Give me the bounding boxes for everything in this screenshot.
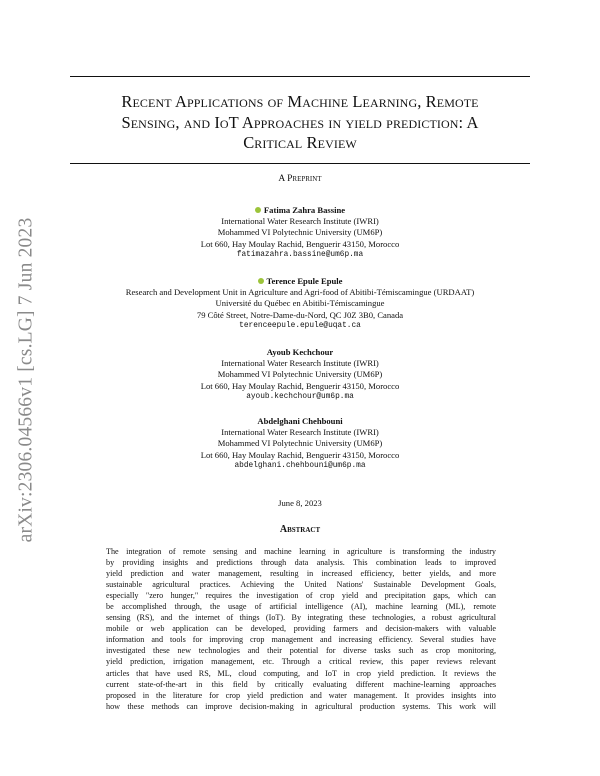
author-name: Terence Epule Epule bbox=[266, 276, 343, 286]
affiliation-line: Lot 660, Hay Moulay Rachid, Benguerir 43150, Morocco bbox=[200, 238, 400, 249]
arxiv-identifier bbox=[8, 215, 44, 545]
abstract-line: information and tools for improving crop management and increasing efficiency. Several studies have bbox=[106, 635, 496, 645]
affiliation-line: International Water Research Institute (IWRI) bbox=[221, 216, 379, 227]
affiliation-line: Université du Québec en Abitibi-Témiscamingue bbox=[215, 298, 385, 309]
affiliation-line: Lot 660, Hay Moulay Rachid, Benguerir 43150, Morocco bbox=[200, 380, 400, 391]
author-name: Fatima Zahra Bassine bbox=[263, 205, 346, 215]
abstract-line: current state-of-the-art in this field by critically evaluating different machine-learning approaches bbox=[106, 679, 496, 689]
abstract-line: investigated these new technologies and their potential for diverse tasks such as crop monitoring, bbox=[106, 646, 496, 656]
abstract-line: especially "zero hunger," requires the investigation of crop yield and precipitation gaps, which can bbox=[106, 591, 496, 601]
author-name: Ayoub Kechchour bbox=[266, 347, 334, 357]
orcid-icon[interactable] bbox=[258, 278, 264, 284]
affiliation-line: International Water Research Institute (IWRI) bbox=[221, 427, 379, 438]
author-email[interactable]: abdelghani.chehbouni@um6p.ma bbox=[234, 461, 366, 470]
title-line: Recent Applications of Machine Learning, Remote bbox=[121, 92, 479, 111]
affiliation-line: Lot 660, Hay Moulay Rachid, Benguerir 43150, Morocco bbox=[200, 449, 400, 460]
affiliation-line: International Water Research Institute (IWRI) bbox=[221, 358, 379, 369]
author-email[interactable]: terenceepule.epule@uqat.ca bbox=[239, 321, 361, 330]
abstract-line: sustainable agricultural practices. Achieving the United Nations' Sustainable Development Goals, bbox=[106, 580, 496, 590]
preprint-label: A Preprint bbox=[278, 174, 322, 184]
abstract-line: by providing insights and predictions through data analysis. This combination leads to improved bbox=[106, 558, 496, 568]
affiliation-line: Mohammed VI Polytechnic University (UM6P) bbox=[217, 369, 383, 380]
author-block bbox=[70, 416, 530, 472]
paper-title bbox=[70, 92, 530, 154]
affiliation-line: 79 Côté Street, Notre-Dame-du-Nord, QC J0Z 3B0, Canada bbox=[196, 309, 404, 320]
abstract-line: mobile or web application can be developed, providing farmers and decision-makers with valuable bbox=[106, 624, 496, 634]
abstract-line: how these methods can improve decision-making in agricultural production systems. This work will bbox=[106, 701, 496, 711]
affiliation-line: Research and Development Unit in Agriculture and Agri-food of Abitibi-Témiscamingue (URDAAT) bbox=[125, 287, 475, 298]
publication-date: June 8, 2023 bbox=[278, 498, 322, 508]
title-rule-bottom bbox=[70, 163, 530, 164]
title-line: Sensing, and IoT Approaches in yield prediction: A bbox=[121, 112, 479, 132]
abstract-body bbox=[106, 546, 496, 712]
title-rule-top bbox=[70, 76, 530, 77]
abstract-line: yield prediction, irrigation management, etc. Through a critical review, this paper reviews relevant bbox=[106, 657, 496, 667]
title-line: Critical Review bbox=[243, 133, 357, 152]
affiliation-line: Mohammed VI Polytechnic University (UM6P) bbox=[217, 227, 383, 238]
abstract-line: The integration of remote sensing and machine learning in agriculture is transforming the industry bbox=[106, 547, 496, 556]
abstract-heading: Abstract bbox=[279, 524, 321, 535]
orcid-icon[interactable] bbox=[255, 207, 261, 213]
author-block bbox=[70, 205, 530, 261]
author-block bbox=[70, 347, 530, 403]
abstract-line: proposed in the literature for crop yield prediction and water management. It provides insights into bbox=[106, 690, 496, 700]
arxiv-id-text: arXiv:2306.04566v1 [cs.LG] 7 Jun 2023 bbox=[15, 217, 36, 543]
abstract-line: sensing (RS), and the internet of things (IoT). By integrating these technologies, a robust agricultural bbox=[106, 613, 496, 623]
abstract-line: be accomplished through, the usage of artificial intelligence (AI), machine learning (ML), remote bbox=[106, 602, 496, 612]
affiliation-line: Mohammed VI Polytechnic University (UM6P) bbox=[217, 438, 383, 449]
author-email[interactable]: ayoub.kechchour@um6p.ma bbox=[246, 392, 354, 401]
author-name: Abdelghani Chehbouni bbox=[257, 416, 343, 426]
author-email[interactable]: fatimazahra.bassine@um6p.ma bbox=[236, 250, 364, 259]
abstract-line: articles that have used RS, ML, cloud computing, and IoT in crop yield prediction. It reviews the bbox=[106, 668, 496, 678]
abstract-line: yield prediction and water management, resulting in increased efficiency, better yields, and more bbox=[106, 569, 496, 579]
author-block bbox=[70, 276, 530, 332]
